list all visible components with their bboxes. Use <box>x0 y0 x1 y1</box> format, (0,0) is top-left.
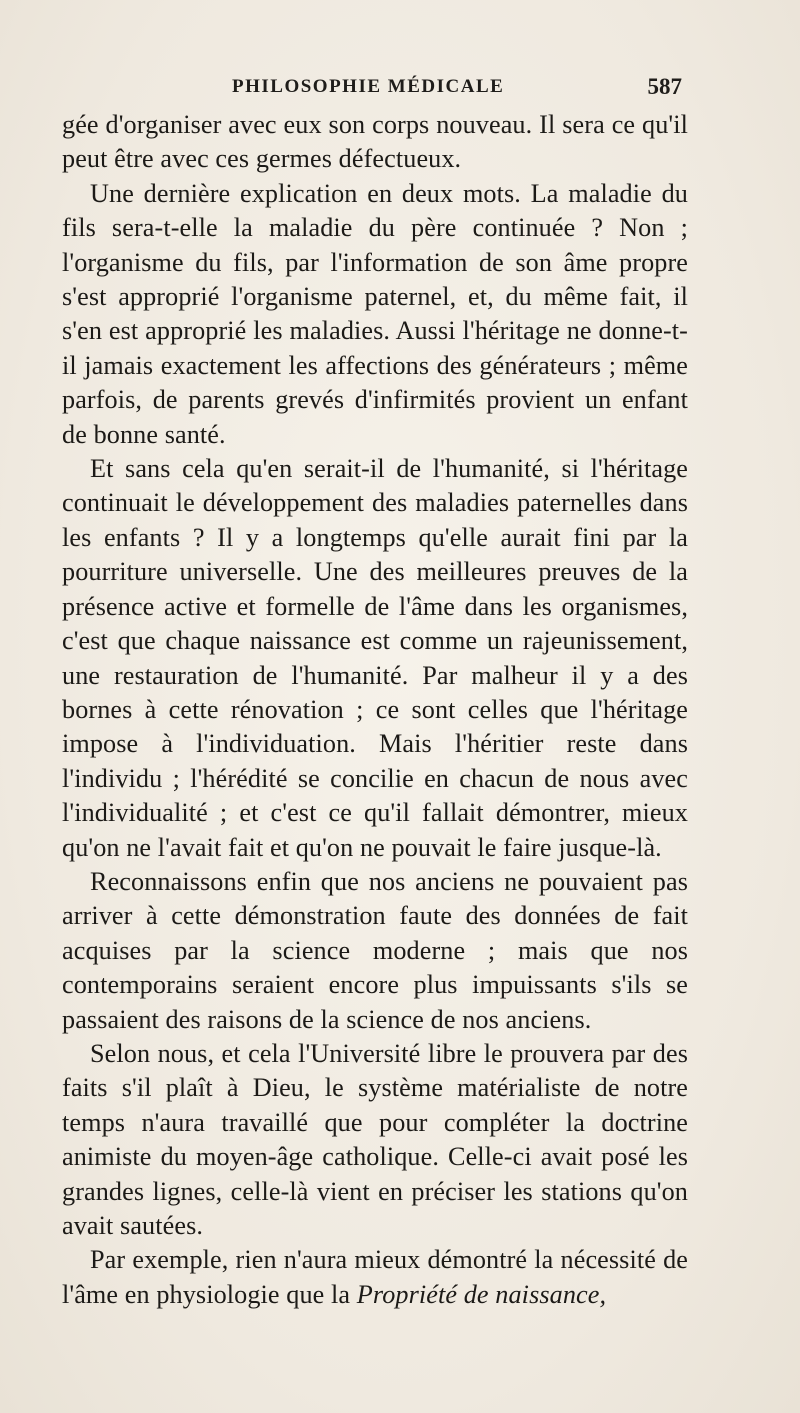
running-head <box>62 76 682 104</box>
paragraph-par-exemple-text: Par exemple, rien n'aura mieux démontré la nécessité de l'âme en physiologie que la <box>62 1245 688 1309</box>
body-text <box>62 108 688 1312</box>
paragraph-humanite: Et sans cela qu'en serait-il de l'humanité, si l'héritage continuait le développement des maladies paternelles dans les enfants ? Il y a longtemps qu'elle aurait fini par la pourriture universelle. Une des meilleures preuves de la présence active et formelle de l'âme dans les organismes, c'est que chaque naissance est comme un rajeunissement, une restauration de l'humanité. Par malheur il y a des bornes à cette rénovation ; ce sont celles que l'héritage impose à l'individuation. Mais l'héritier reste dans l'individu ; l'hérédité se concilie en chacun de nous avec l'individualité ; et c'est ce qu'il fallait démontrer, mieux qu'on ne l'avait fait et qu'on ne pouvait le faire jusque-là. <box>62 454 688 862</box>
paragraph-continuation: gée d'organiser avec eux son corps nouveau. Il sera ce qu'il peut être avec ces germes défectueux. <box>62 110 688 174</box>
paragraph-selon-nous: Selon nous, et cela l'Université libre le prouvera par des faits s'il plaît à Dieu, le système matérialiste de notre temps n'aura travaillé que pour compléter la doctrine animiste du moyen-âge catholique. Celle-ci avait posé les grandes lignes, celle-là vient en préciser les stations qu'on avait sautées. <box>62 1038 688 1240</box>
italic-phrase: Propriété de naissance, <box>356 1279 607 1309</box>
paragraph-par-exemple <box>62 1243 688 1312</box>
paragraph-reconnaissons: Reconnaissons enfin que nos anciens ne pouvaient pas arriver à cette démonstration faute des données de fait acquises par la science moderne ; mais que nos contemporains seraient encore plus impuissants s'ils se passaient des raisons de la science de nos anciens. <box>62 866 688 1034</box>
running-title: PHILOSOPHIE MÉDICALE <box>232 76 505 97</box>
paragraph-explication: Une dernière explication en deux mots. La maladie du fils sera-t-elle la maladie du père continuée ? Non ; l'organisme du fils, par l'information de son âme propre s'est approprié l'organisme paternel, et, du même fait, il s'en est approprié les maladies. Aussi l'héritage ne donne-t-il jamais exactement les affections des générateurs ; même parfois, de parents grevés d'infirmités provient un enfant de bonne santé. <box>62 178 688 449</box>
page-number: 587 <box>647 74 682 99</box>
